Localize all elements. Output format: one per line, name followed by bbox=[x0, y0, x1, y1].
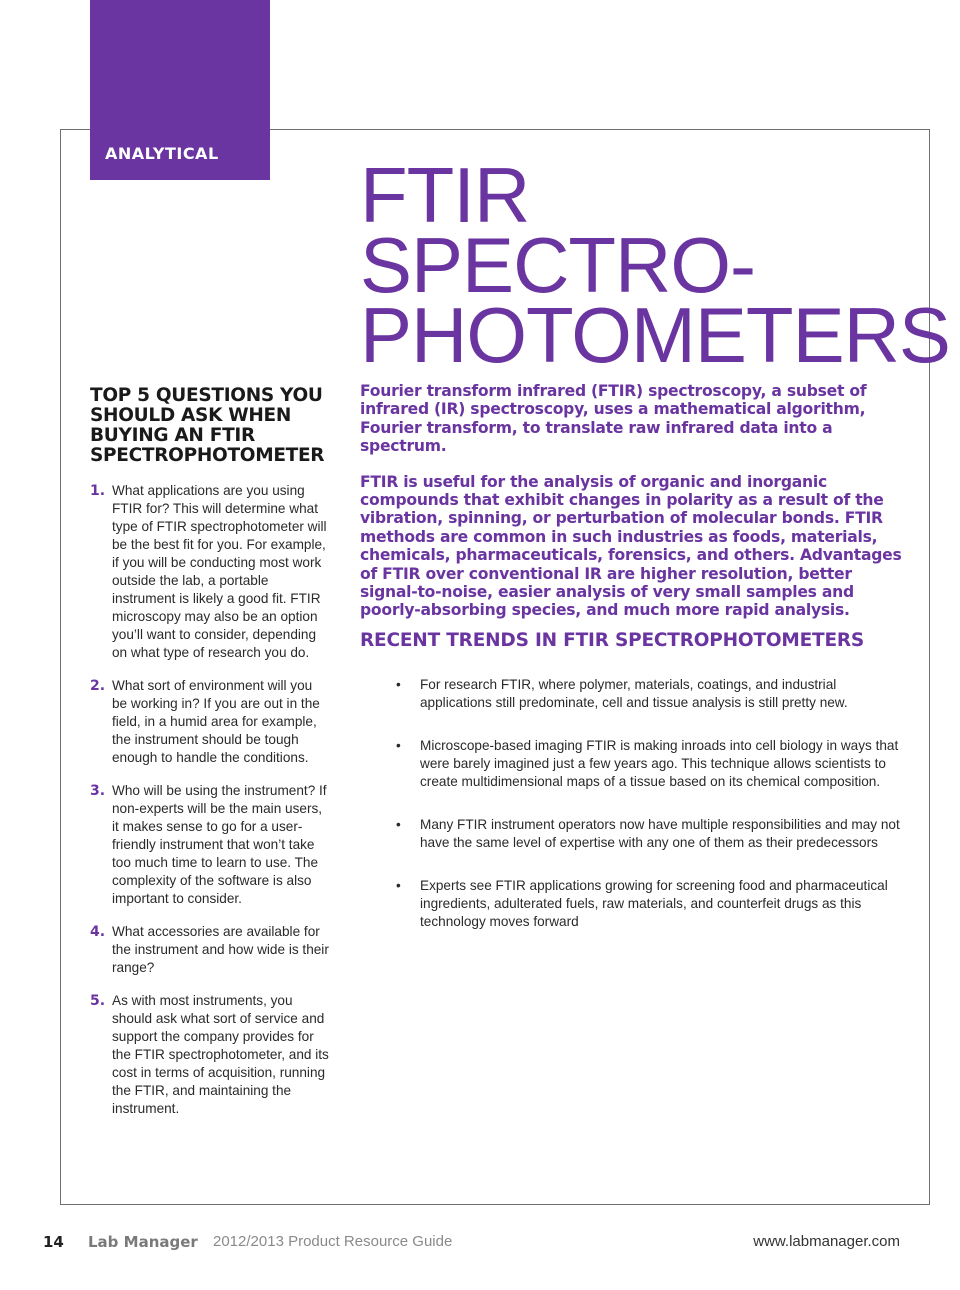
page-footer bbox=[0, 1233, 960, 1255]
trend-text: For research FTIR, where polymer, materials, coatings, and industrial applications still predominate, cell and tissue analysis is still pretty new. bbox=[420, 677, 848, 710]
list-item bbox=[90, 482, 330, 662]
bullet-icon: • bbox=[396, 677, 401, 692]
section-tab bbox=[90, 0, 270, 180]
list-item bbox=[90, 992, 330, 1118]
publication-name: Lab Manager bbox=[88, 1233, 198, 1251]
question-text: As with most instruments, you should ask what sort of service and support the company provides for the FTIR spectrophotometer, and its cost in terms of acquisition, running the FTIR, and maintaining the instrument. bbox=[112, 993, 329, 1116]
list-item bbox=[396, 676, 906, 712]
headline-line-1: FTIR bbox=[360, 151, 530, 239]
questions-list bbox=[90, 482, 330, 1133]
question-text: What applications are you using FTIR for? This will determine what type of FTIR spectrophotometer will be the best fit for you. For example, if you will be conducting most work outside the lab, a portable instrument is likely a good fit. FTIR microscopy may also be an option you’ll want to consider, depending on what type of research you do. bbox=[112, 483, 327, 660]
list-item bbox=[396, 816, 906, 852]
question-number: 5. bbox=[90, 993, 106, 1009]
list-item bbox=[396, 877, 906, 931]
trend-text: Many FTIR instrument operators now have multiple responsibilities and may not have the same level of expertise with any one of them as their predecessors bbox=[420, 817, 900, 850]
question-text: What accessories are available for the instrument and how wide is their range? bbox=[112, 924, 329, 975]
question-number: 2. bbox=[90, 678, 106, 694]
issue-title: 2012/2013 Product Resource Guide bbox=[213, 1233, 453, 1250]
headline-line-2: SPECTRO- bbox=[360, 221, 756, 309]
trend-text: Experts see FTIR applications growing for screening food and pharmaceutical ingredients, adulterated fuels, raw materials, and counterfeit drugs as this technology moves forward bbox=[420, 878, 888, 929]
intro-paragraph-2: FTIR is useful for the analysis of organic and inorganic compounds that exhibit changes in polarity as a result of the vibration, spinning, or perturbation of molecular bonds. FTIR methods are common in such industries as foods, materials, chemicals, pharmaceuticals, forensics, and others. Advantages of FTIR over conventional IR are higher resolution, better signal-to-noise, easier analysis of very small samples and poorly-absorbing species, and much more rapid analysis. bbox=[360, 472, 902, 620]
section-label: ANALYTICAL bbox=[105, 144, 219, 163]
question-number: 1. bbox=[90, 483, 106, 499]
list-item bbox=[90, 677, 330, 767]
question-text: Who will be using the instrument? If non-experts will be the main users, it makes sense to go for a user-friendly instrument that won’t take too much time to learn to use. The complexity of the software is also important to consider. bbox=[112, 783, 327, 906]
question-number: 4. bbox=[90, 924, 106, 940]
intro-text bbox=[360, 382, 908, 637]
trend-text: Microscope-based imaging FTIR is making inroads into cell biology in ways that were barely imagined just a few years ago. This technique allows scientists to create multidimensional maps of a tissue based on its chemical composition. bbox=[420, 738, 899, 789]
headline-line-3: PHOTOMETERS bbox=[360, 291, 950, 379]
intro-paragraph-1: Fourier transform infrared (FTIR) spectroscopy, a subset of infrared (IR) spectroscopy, uses a mathematical algorithm, Fourier transform, to translate raw infrared data into a spectrum. bbox=[360, 382, 867, 456]
trends-heading: RECENT TRENDS IN FTIR SPECTROPHOTOMETERS bbox=[360, 630, 865, 651]
headline bbox=[360, 151, 950, 379]
trends-list bbox=[396, 676, 906, 956]
list-item bbox=[396, 737, 906, 791]
page-number: 14 bbox=[43, 1233, 64, 1251]
question-text: What sort of environment will you be working in? If you are out in the field, in a humid area for example, the instrument should be tough enough to handle the conditions. bbox=[112, 678, 320, 765]
website-link[interactable]: www.labmanager.com bbox=[753, 1233, 900, 1250]
question-number: 3. bbox=[90, 783, 106, 799]
list-item bbox=[90, 923, 330, 977]
list-item bbox=[90, 782, 330, 908]
bullet-icon: • bbox=[396, 817, 401, 832]
questions-heading: TOP 5 QUESTIONS YOU SHOULD ASK WHEN BUYING AN FTIR SPECTROPHOTOMETER bbox=[90, 385, 325, 466]
bullet-icon: • bbox=[396, 738, 401, 753]
bullet-icon: • bbox=[396, 878, 401, 893]
